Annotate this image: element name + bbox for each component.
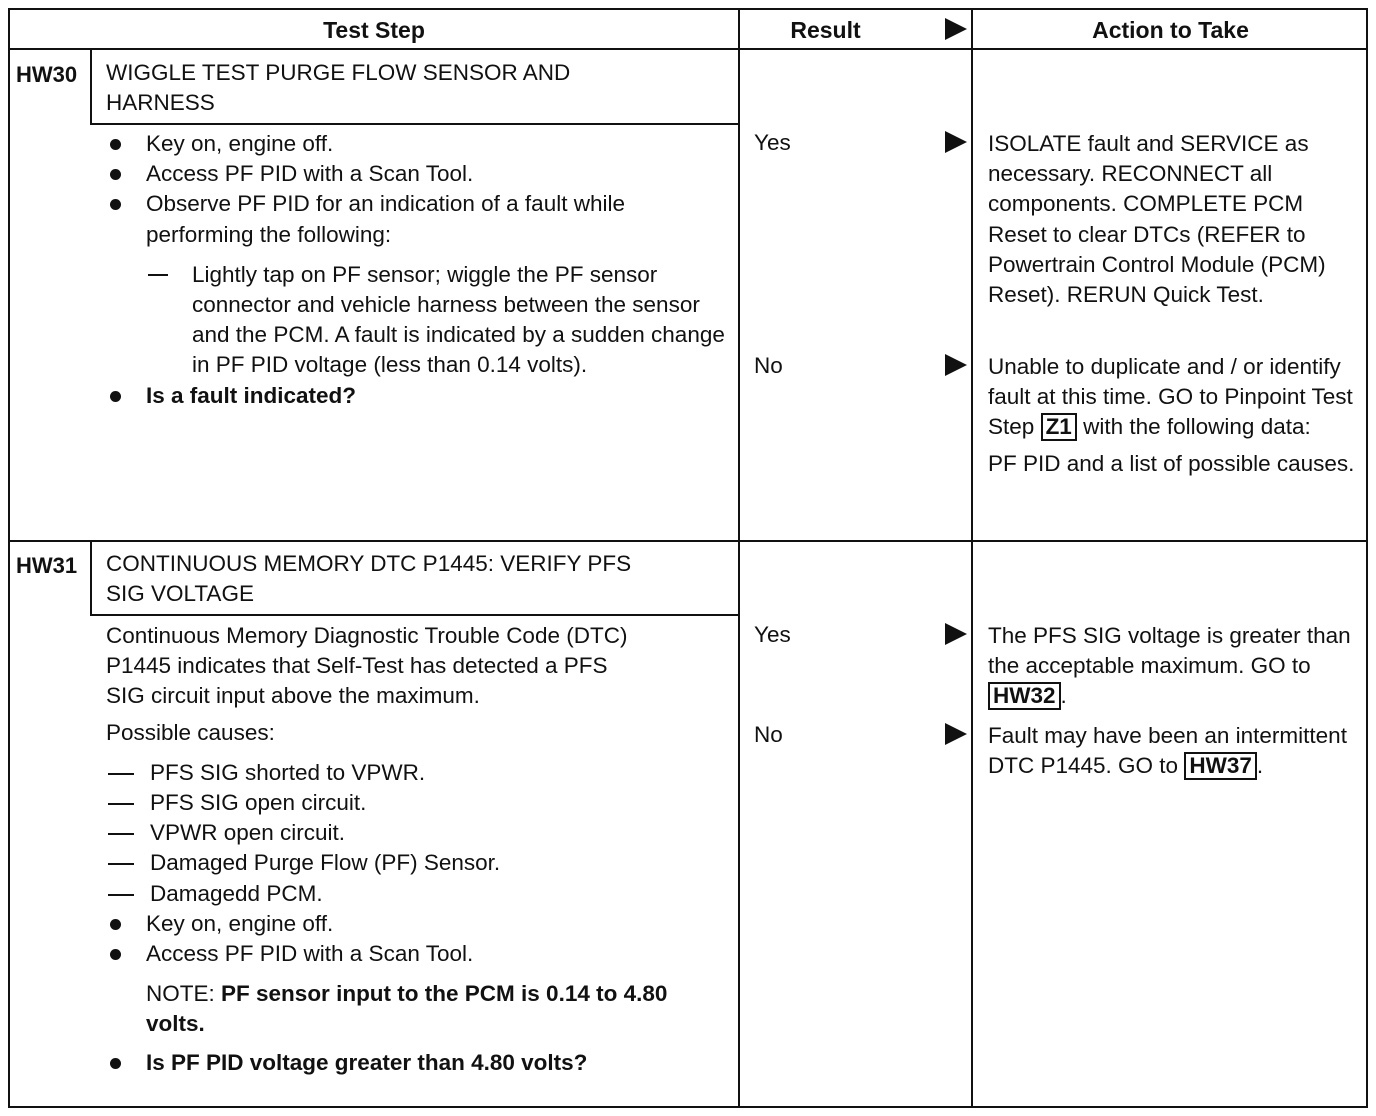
col-divider-action [971,10,973,1106]
hw31-cause: VPWR open circuit. [106,818,726,848]
hw32-link[interactable]: HW32 [988,682,1061,710]
hw31-no-arrow-icon [945,723,967,745]
hw30-id-divider [90,50,92,123]
diagnostic-table [8,8,1368,1108]
hw31-causes-label: Possible causes: [106,719,275,745]
row-separator [10,540,1366,542]
hw31-bullet-2: Access PF PID with a Scan Tool. [106,939,726,969]
hw31-note-text: PF sensor input to the PCM is 0.14 to 4.80 volts. [146,981,668,1037]
hw31-yes-action-text: The PFS SIG voltage is greater than the acceptable maximum. GO to [988,623,1351,679]
hw31-no-action [988,721,1364,781]
hw30-step-id: HW30 [16,62,78,87]
z1-link[interactable]: Z1 [1041,413,1077,441]
hw31-result-yes: Yes [754,622,791,647]
hw31-yes-period: . [1060,683,1067,709]
hw30-sub-step: Lightly tap on PF sensor; wiggle the PF sensor connector and vehicle harness between the sensor and the PCM. A fault is indicated by a sudden change in PF PID voltage (less than 0.14 volts). [146,260,726,381]
hw30-result-no: No [754,353,783,378]
hw30-yes-action: ISOLATE fault and SERVICE as necessary. RECONNECT all components. COMPLETE PCM Reset to clear DTCs (REFER to Powertrain Control Module (PCM) Reset). RERUN Quick Test. [988,131,1326,308]
hw31-question: Is PF PID voltage greater than 4.80 volts? [106,1048,726,1078]
hw31-intro: Continuous Memory Diagnostic Trouble Code (DTC) P1445 indicates that Self-Test has detected a PFS SIG circuit input above the maximum. [106,623,628,709]
header-action: Action to Take [1092,17,1249,43]
hw31-yes-arrow-icon [945,623,967,645]
hw31-step-id: HW31 [16,553,78,578]
hw31-id-divider [90,542,92,614]
hw31-cause: Damaged Purge Flow (PF) Sensor. [106,848,726,878]
hw30-title-divider [90,123,738,125]
hw30-procedure [106,129,726,411]
hw31-yes-action [988,621,1364,712]
hw30-yes-arrow-icon [945,131,967,153]
hw31-note [106,979,726,1039]
hw30-bullet-2: Access PF PID with a Scan Tool. [106,159,726,189]
header-test-step: Test Step [323,17,425,43]
hw31-cause: Damagedd PCM. [106,879,726,909]
hw30-bullet-1: Key on, engine off. [106,129,726,159]
hw31-cause: PFS SIG open circuit. [106,788,726,818]
header-result [740,10,971,48]
col-divider-result [738,10,740,1106]
hw31-title: CONTINUOUS MEMORY DTC P1445: VERIFY PFS SIG VOLTAGE [106,551,632,607]
hw30-title: WIGGLE TEST PURGE FLOW SENSOR AND HARNESS [106,60,571,116]
header-result-label: Result [790,17,861,43]
hw30-no-action [988,352,1364,479]
hw31-result-no: No [754,722,783,747]
hw30-result-yes: Yes [754,130,791,155]
hw30-no-action-text: Unable to duplicate and / or identify fault at this time. GO to Pinpoint Test Step [988,354,1353,440]
hw31-title-divider [90,614,738,616]
hw31-no-action-text: Fault may have been an intermittent DTC P1445. GO to [988,723,1347,779]
hw37-link[interactable]: HW37 [1184,752,1257,780]
hw31-note-label: NOTE: [146,981,215,1007]
hw30-no-action-text-2: with the following data: [1083,414,1311,440]
hw30-no-arrow-icon [945,354,967,376]
hw30-question: Is a fault indicated? [106,381,726,411]
hw31-cause: PFS SIG shorted to VPWR. [106,758,726,788]
hw31-no-period: . [1256,753,1264,779]
header-divider [10,48,1366,50]
hw31-procedure [106,621,726,1078]
hw30-no-action-data: PF PID and a list of possible causes. [988,450,1355,476]
hw30-bullet-3: Observe PF PID for an indication of a fault while performing the following: [106,189,726,249]
hw31-bullet-1: Key on, engine off. [106,909,726,939]
header-arrow-icon [945,18,967,40]
